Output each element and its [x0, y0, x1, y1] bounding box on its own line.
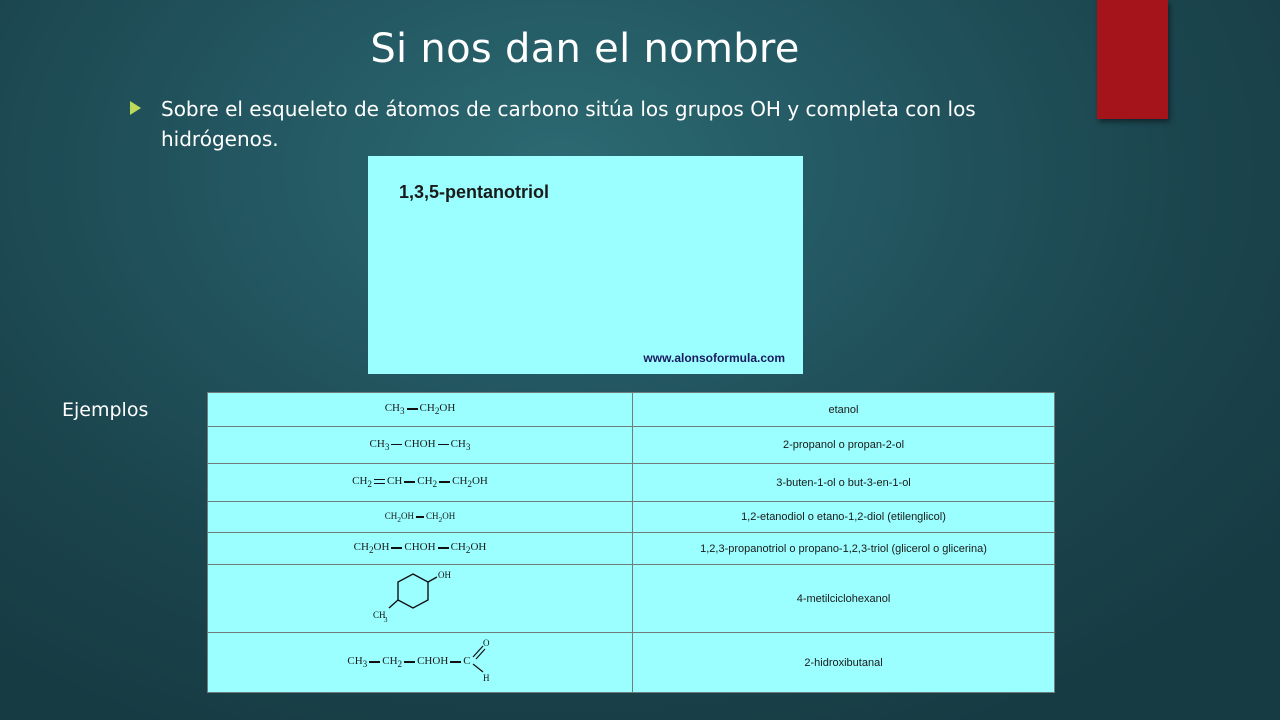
svg-text:CH: CH [373, 610, 386, 620]
compound-name: 1,2,3-propanotriol o propano-1,2,3-triol (glicerol o glicerina) [633, 533, 1055, 565]
table-row [208, 533, 1055, 565]
slide-title: Si nos dan el nombre [370, 26, 800, 72]
examples-label: Ejemplos [62, 399, 149, 421]
examples-table [207, 392, 1055, 693]
table-row [208, 427, 1055, 464]
svg-text:3: 3 [384, 616, 388, 624]
cyclohexane-ring-structure [365, 566, 475, 628]
table-row [208, 464, 1055, 502]
compound-name: 2-hidroxibutanal [633, 633, 1055, 693]
figure-title: 1,3,5-pentanotriol [399, 182, 550, 202]
compound-name: 2-propanol o propan-2-ol [633, 427, 1055, 464]
structural-formula: $CH_3$ $CH_2OH$ [384, 402, 456, 417]
svg-text:O: O [482, 638, 490, 649]
structural-formula: $CH_2OH$ CHOH $CH_2OH$ [353, 541, 487, 556]
formula-cell [208, 464, 633, 502]
aldehyde-group [471, 638, 493, 682]
table-row [208, 393, 1055, 427]
compound-name: 1,2-etanodiol o etano-1,2-diol (etilenglicol) [633, 502, 1055, 533]
formula-cell [208, 565, 633, 633]
structural-formula: $CH_3$ CHOH $CH_3$ [369, 437, 471, 453]
table-row [208, 633, 1055, 693]
compound-name: 3-buten-1-ol o but-3-en-1-ol [633, 464, 1055, 502]
structure-figure [368, 156, 803, 374]
structural-formula: $CH_3$ $CH_2$ CHOH C O H [347, 655, 492, 669]
bullet-text: Sobre el esqueleto de átomos de carbono sitúa los grupos OH y completa con los hidrógenos. [161, 97, 976, 151]
formula-cell [208, 633, 633, 693]
structural-formula: $CH_2OH$ $CH_2OH$ [384, 511, 456, 524]
formula-cell [208, 427, 633, 464]
structural-formula: $CH_2$ CH $CH_2$ $CH_2OH$ [352, 475, 488, 490]
figure-source-url: www.alonsoformula.com [643, 351, 785, 365]
svg-text:H: H [482, 673, 490, 683]
table-row [208, 565, 1055, 633]
bullet-arrow-icon [130, 101, 141, 115]
compound-name: etanol [633, 393, 1055, 427]
formula-cell [208, 393, 633, 427]
formula-cell [208, 533, 633, 565]
table-row [208, 502, 1055, 533]
compound-name: 4-metilciclohexanol [633, 565, 1055, 633]
formula-cell [208, 502, 633, 533]
svg-text:OH: OH [438, 570, 451, 580]
